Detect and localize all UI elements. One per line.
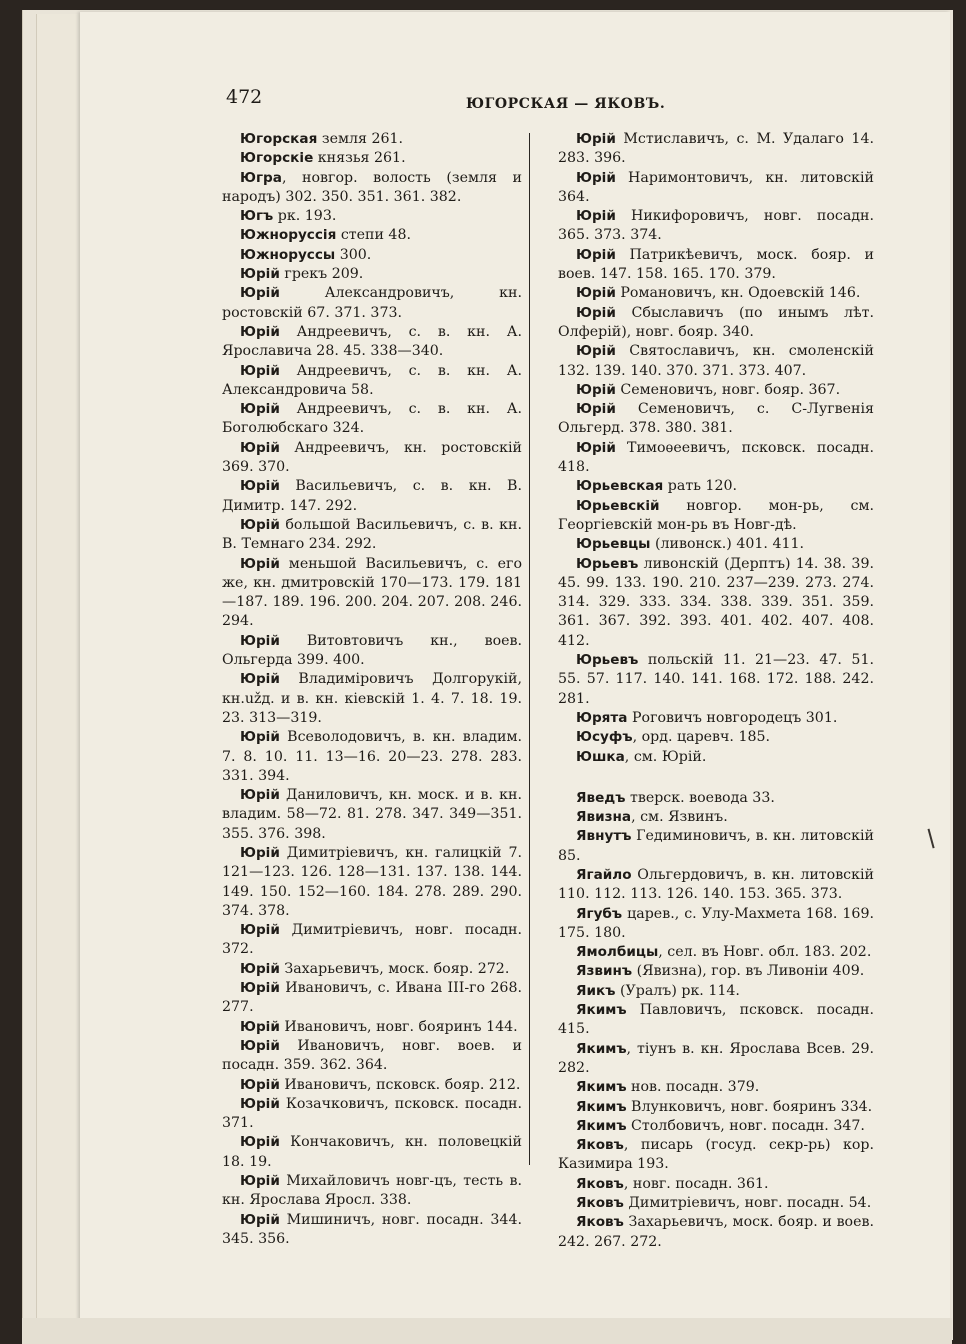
index-entry <box>558 497 874 536</box>
entry-headword: Юрій <box>576 246 616 263</box>
entry-text: Васильевичъ, с. в. кн. В. Димитр. 147. 292. <box>222 478 522 514</box>
index-entry <box>558 808 874 827</box>
entry-headword: Якимъ <box>576 1002 627 1019</box>
entry-text: Мишиничъ, новг. посадн. 344. 345. 356. <box>222 1211 522 1247</box>
index-entry <box>558 982 874 1001</box>
entry-headword: Юрята <box>576 709 628 726</box>
entry-headword: Юрьевцы <box>576 536 651 553</box>
index-entry <box>558 400 874 439</box>
index-entry <box>222 284 522 323</box>
index-entry <box>558 304 874 343</box>
entry-headword: Ягубъ <box>576 905 623 922</box>
entry-headword: Югорскіе <box>240 150 314 167</box>
entry-text: , сел. въ Новг. обл. 183. 202. <box>658 944 872 961</box>
index-entry <box>222 265 522 284</box>
entry-text: Роговичъ новгородецъ 301. <box>627 709 838 726</box>
entry-headword: Юрій <box>240 1173 280 1190</box>
index-entry <box>222 323 522 362</box>
entry-text: Андреевичъ, кн. ростовскій 369. 370. <box>222 439 522 476</box>
entry-headword: Юрій <box>576 401 616 418</box>
entry-text: Влунковичъ, новг. бояринъ 334. <box>626 1098 873 1115</box>
entry-text: грекъ 209. <box>279 266 364 283</box>
entry-headword: Юрій <box>240 478 280 495</box>
entry-headword: Юрій <box>240 1018 280 1035</box>
index-entry <box>222 439 522 478</box>
index-entry <box>222 226 522 245</box>
index-entry <box>558 728 874 747</box>
index-entry <box>558 207 874 246</box>
entry-headword: Юрій <box>240 1095 280 1112</box>
index-entry <box>558 1098 874 1117</box>
entry-text: Андреевичъ, с. в. кн. А. Ярославича 28. 45. 338—340. <box>222 323 522 360</box>
index-entry <box>558 748 874 767</box>
index-entry <box>558 962 874 981</box>
index-entry <box>222 1211 522 1250</box>
entry-text: Гедиминовичъ, в. кн. литовскій 85. <box>558 828 874 864</box>
index-entry <box>558 284 874 303</box>
entry-headword: Якимъ <box>576 1040 627 1057</box>
entry-text: Михайловичъ новг-цъ, тесть в. кн. Ярослава Яросл. 338. <box>222 1173 522 1209</box>
entry-text: тверск. воевода 33. <box>625 789 775 806</box>
index-entry <box>222 207 522 226</box>
index-entry <box>558 439 874 478</box>
index-entry <box>222 516 522 555</box>
entry-headword: Юрій <box>576 343 616 360</box>
entry-text: Владиміровичъ Долгорукій, кн.užд. и в. кн. кіевскій 1. 4. 7. 18. 19. 23. 313—319. <box>222 671 522 726</box>
entry-text: , тіунъ в. кн. Ярослава Всев. 29. 282. <box>558 1040 874 1076</box>
entry-text: Мстиславичъ, с. М. Удалаго 14. 283. 396. <box>558 131 874 167</box>
entry-text: Витовтовичъ кн., воев. Ольгерда 399. 400. <box>222 632 522 669</box>
entry-text: Патрикѣевичъ, моск. бояр. и воев. 147. 158. 165. 170. 379. <box>558 246 874 283</box>
entry-headword: Южноруссія <box>240 227 337 244</box>
entry-headword: Юрьевъ <box>576 652 639 669</box>
entry-headword: Юрій <box>240 632 280 649</box>
index-entry <box>222 632 522 671</box>
index-entry <box>222 362 522 401</box>
index-entry <box>222 921 522 960</box>
entry-headword: Юрій <box>240 1037 280 1054</box>
entry-headword: Явнутъ <box>576 828 632 845</box>
entry-text: Семеновичъ, с. С-Лугвенія Ольгерд. 378. 380. 381. <box>558 401 874 437</box>
index-entry <box>558 1117 874 1136</box>
index-entry <box>558 1136 874 1175</box>
entry-text: новгор. мон-рь, см. Георгіевскій мон-рь въ Новг-дѣ. <box>558 497 874 533</box>
entry-headword: Юрій <box>240 401 280 418</box>
index-entry <box>558 381 874 400</box>
entry-headword: Юрій <box>576 439 616 456</box>
entry-headword: Юрій <box>240 1076 280 1093</box>
entry-text: Романовичъ, кн. Одоевскій 146. <box>615 285 861 302</box>
index-entry <box>222 1095 522 1134</box>
entry-text: (Уралъ) рк. 114. <box>615 982 740 999</box>
entry-text: Наримонтовичъ, кн. литовскій 364. <box>558 169 874 205</box>
page-bottom-edge <box>22 1318 952 1344</box>
index-entry <box>558 709 874 728</box>
index-entry <box>558 130 874 169</box>
entry-text: Ивановичъ, новг. бояринъ 144. <box>279 1018 518 1035</box>
entry-text: Святославичъ, кн. смоленскій 132. 139. 140. 370. 371. 373. 407. <box>558 343 874 379</box>
index-column-left <box>222 130 522 1249</box>
entry-text: князья 261. <box>313 150 406 167</box>
entry-text: Захарьевичъ, моск. бояр. 272. <box>279 960 510 977</box>
entry-text: Столбовичъ, новг. посадн. 347. <box>626 1117 865 1134</box>
entry-text: царев., с. Улу-Махмета 168. 169. 175. 180. <box>558 905 874 941</box>
entry-headword: Якимъ <box>576 1117 627 1134</box>
index-entry <box>222 1018 522 1037</box>
entry-headword: Юрій <box>240 960 280 977</box>
index-entry <box>222 169 522 208</box>
entry-headword: Юрій <box>240 362 280 379</box>
entry-headword: Юрій <box>576 169 616 186</box>
entry-text: , см. Язвинъ. <box>631 809 728 826</box>
entry-text: Кончаковичъ, кн. половецкій 18. 19. <box>222 1134 522 1170</box>
entry-text: 300. <box>335 246 372 263</box>
column-divider <box>529 133 530 1165</box>
entry-headword: Юрій <box>240 844 280 861</box>
index-entry <box>222 786 522 844</box>
index-entry <box>558 943 874 962</box>
index-entry <box>222 1133 522 1172</box>
index-entry <box>222 555 522 632</box>
index-entry <box>222 728 522 786</box>
entry-headword: Юрій <box>240 323 280 340</box>
index-entry <box>222 130 522 149</box>
index-entry <box>558 1001 874 1040</box>
entry-text: Ивановичъ, с. Ивана III-го 268. 277. <box>222 980 522 1016</box>
entry-text: ливонскій (Дерптъ) 14. 38. 39. 45. 99. 133. 190. 210. 237—239. 273. 274. 314. 329. 333. 334. 338. 339. 351. 359. 361. 367. 392. 393. 401. 402. 407. 408. 412. <box>558 555 874 649</box>
entry-text: (ливонск.) 401. 411. <box>650 536 805 553</box>
entry-text: , новг. посадн. 361. <box>623 1175 769 1192</box>
entry-text: Тимоѳеевичъ, псковск. посадн. 418. <box>558 439 874 476</box>
entry-text: Даниловичъ, кн. моск. и в. кн. владим. 58—72. 81. 278. 347. 349—351. 355. 376. 398. <box>222 787 522 842</box>
entry-headword: Юрій <box>240 266 280 283</box>
entry-headword: Юрій <box>240 439 280 456</box>
entry-headword: Юсуфъ <box>576 729 633 746</box>
entry-text: меньшой Васильевичъ, с. его же, кн. дмитровскій 170—173. 179. 181—187. 189. 196. 200. 204. 207. 208. 246. 294. <box>222 555 522 630</box>
index-entry <box>558 342 874 381</box>
index-entry <box>558 169 874 208</box>
entry-headword: Юшка <box>576 748 625 765</box>
running-head: ЮГОРСКАЯ — ЯКОВЪ. <box>466 96 666 112</box>
entry-text: , писарь (госуд. секр-рь) кор. Казимира 193. <box>558 1137 874 1173</box>
entry-text: Всеволодовичъ, в. кн. владим. 7. 8. 10. 11. 13—16. 20—23. 278. 283. 331. 394. <box>222 729 522 784</box>
entry-text: Ивановичъ, новг. воев. и посадн. 359. 362. 364. <box>222 1037 522 1074</box>
index-entry <box>222 1076 522 1095</box>
entry-headword: Югра <box>240 169 282 186</box>
index-entry <box>222 1037 522 1076</box>
entry-headword: Яковъ <box>576 1195 624 1212</box>
entry-text: большой Васильевичъ, с. в. кн. В. Темнаго 234. 292. <box>222 516 522 553</box>
entry-text: Семеновичъ, новг. бояр. 367. <box>615 381 841 398</box>
entry-headword: Югорская <box>240 131 318 147</box>
section-gap <box>558 767 874 789</box>
entry-text: рать 120. <box>663 478 738 495</box>
entry-text: Димитріевичъ, новг. посадн. 372. <box>222 922 522 958</box>
index-entry <box>558 1194 874 1213</box>
entry-headword: Ямолбицы <box>576 944 659 961</box>
entry-headword: Явизна <box>576 809 632 826</box>
entry-text: степи 48. <box>336 227 411 244</box>
entry-text: Андреевичъ, с. в. кн. А. Александровича 58. <box>222 362 522 398</box>
entry-headword: Юрій <box>576 131 616 147</box>
entry-headword: Юрій <box>240 1211 280 1228</box>
entry-headword: Южноруссы <box>240 246 336 263</box>
entry-headword: Юрій <box>240 729 280 746</box>
entry-headword: Юрьевская <box>576 478 664 495</box>
entry-headword: Юрій <box>240 555 280 572</box>
entry-headword: Юрьевъ <box>576 555 639 572</box>
entry-text: , новгор. волость (земля и народъ) 302. 350. 351. 361. 382. <box>222 169 522 205</box>
entry-text: Ольгердовичъ, в. кн. литовскій 110. 112. 113. 126. 140. 153. 365. 373. <box>558 866 874 903</box>
index-entry <box>558 827 874 866</box>
index-entry <box>558 1175 874 1194</box>
entry-text: Козачковичъ, псковск. посадн. 371. <box>222 1095 522 1132</box>
entry-headword: Югъ <box>240 208 274 225</box>
index-entry <box>222 1172 522 1211</box>
entry-headword: Юрій <box>240 285 280 302</box>
entry-headword: Яковъ <box>576 1175 624 1192</box>
entry-headword: Юрій <box>240 980 280 997</box>
index-entry <box>558 477 874 496</box>
entry-headword: Яковъ <box>576 1214 624 1231</box>
index-entry <box>222 246 522 265</box>
entry-headword: Юрій <box>240 1134 280 1151</box>
entry-headword: Юрьевскій <box>576 497 660 514</box>
entry-headword: Юрій <box>576 381 616 398</box>
entry-headword: Якимъ <box>576 1098 627 1115</box>
entry-headword: Юрій <box>576 304 616 321</box>
index-entry <box>558 246 874 285</box>
entry-text: польскій 11. 21—23. 47. 51. 55. 57. 117. 140. 141. 168. 172. 188. 242. 281. <box>558 652 874 707</box>
index-entry <box>558 905 874 944</box>
entry-headword: Яведъ <box>576 789 626 806</box>
entry-headword: Якимъ <box>576 1079 627 1096</box>
entry-text: , орд. царевч. 185. <box>632 729 771 746</box>
index-entry <box>558 535 874 554</box>
entry-headword: Язвинъ <box>576 963 633 980</box>
entry-text: Александровичъ, кн. ростовскій 67. 371. 373. <box>222 285 522 321</box>
entry-text: Захарьевичъ, моск. бояр. и воев. 242. 267. 272. <box>558 1214 874 1250</box>
entry-text: Сбыславичъ (по инымъ лѣт. Олферій), новг. бояр. 340. <box>558 304 874 340</box>
entry-headword: Яковъ <box>576 1137 624 1154</box>
index-entry <box>558 866 874 905</box>
index-entry <box>558 555 874 651</box>
entry-headword: Юрій <box>240 787 280 804</box>
entry-text: Андреевичъ, с. в. кн. А. Боголюбскаго 324. <box>222 401 522 437</box>
index-entry <box>222 844 522 921</box>
entry-text: Димитріевичъ, кн. галицкій 7. 121—123. 126. 128—131. 137. 138. 144. 149. 150. 152—160. 184. 278. 289. 290. 374. 378. <box>222 844 522 919</box>
entry-headword: Юрій <box>576 208 616 225</box>
entry-text: , см. Юрій. <box>624 748 707 765</box>
entry-headword: Юрій <box>576 285 616 302</box>
entry-text: нов. посадн. 379. <box>626 1079 760 1096</box>
entry-headword: Ягайло <box>576 866 632 883</box>
index-entry <box>558 789 874 808</box>
entry-text: Ивановичъ, псковск. бояр. 212. <box>279 1076 521 1093</box>
index-entry <box>558 651 874 709</box>
page-number: 472 <box>226 86 263 108</box>
entry-text: земля 261. <box>317 131 404 147</box>
index-entry <box>222 670 522 728</box>
entry-headword: Яикъ <box>576 982 616 999</box>
index-entry <box>222 400 522 439</box>
index-column-right <box>558 130 874 1252</box>
entry-text: Павловичъ, псковск. посадн. 415. <box>558 1002 874 1038</box>
index-entry <box>222 477 522 516</box>
entry-text: рк. 193. <box>273 208 337 225</box>
index-entry <box>222 979 522 1018</box>
entry-text: Никифоровичъ, новг. посадн. 365. 373. 374. <box>558 208 874 244</box>
entry-text: Димитріевичъ, новг. посадн. 54. <box>623 1195 872 1212</box>
index-entry <box>558 1040 874 1079</box>
index-entry <box>222 960 522 979</box>
entry-headword: Юрій <box>240 516 280 533</box>
index-entry <box>558 1078 874 1097</box>
entry-text: (Явизна), гор. въ Ливоніи 409. <box>632 963 865 980</box>
index-entry <box>558 1213 874 1252</box>
entry-headword: Юрій <box>240 671 280 688</box>
entry-headword: Юрій <box>240 922 280 939</box>
index-entry <box>222 149 522 168</box>
